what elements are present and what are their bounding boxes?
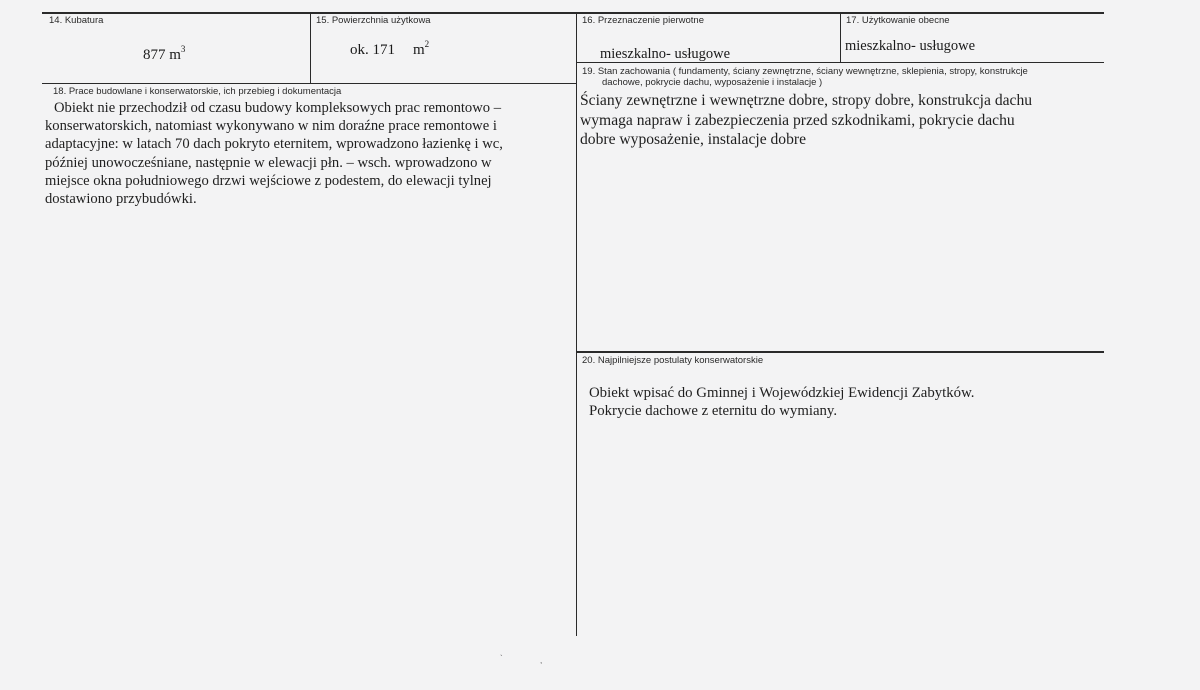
field-15-unit: m — [413, 42, 425, 58]
main-vertical-divider — [576, 12, 577, 636]
field-16-value: mieszkalno- usługowe — [600, 46, 731, 62]
field-19-line: dobre wyposażenie, instalacje dobre — [580, 131, 807, 149]
field-20-line: Pokrycie dachowe z eternitu do wymiany. — [589, 403, 838, 419]
scan-speck: , — [540, 656, 543, 665]
field-20-line: Obiekt wpisać do Gminnej i Wojewódzkiej Ewidencji Zabytków. — [589, 385, 975, 401]
field-18-line: Obiekt nie przechodził od czasu budowy kompleksowych prac remontowo – — [54, 100, 502, 116]
section-20-divider — [576, 351, 1104, 353]
field-20-text — [589, 384, 975, 420]
field-16-label: 16. Przeznaczenie pierwotne — [582, 15, 704, 26]
field-19-line: Ściany zewnętrzne i wewnętrzne dobre, stropy dobre, konstrukcja dachu — [580, 92, 1033, 109]
field-18-label: 18. Prace budowlane i konserwatorskie, ich przebieg i dokumentacja — [53, 86, 342, 97]
row-divider-left — [42, 83, 576, 84]
field-19-label: 19. Stan zachowania ( fundamenty, ściany zewnętrzne, ściany wewnętrzne, sklepienia, stropy, konstrukcje — [582, 66, 1028, 77]
field-19-line: wymaga napraw i zabezpieczenia przed szkodnikami, pokrycie dachu — [580, 111, 1015, 129]
field-18-line: dostawiono przybudówki. — [45, 191, 197, 208]
field-18-line: miejsce okna południowego drzwi wejściowe z podestem, do elewacji tylnej — [45, 172, 492, 189]
field-19-text — [580, 91, 1032, 150]
field-17-value: mieszkalno- usługowe — [845, 38, 976, 54]
field-15-exponent: 2 — [424, 39, 430, 49]
field-14-label: 14. Kubatura — [49, 15, 104, 26]
field-18-text — [45, 99, 503, 208]
field-18-line: później unowocześniane, następnie w elewacji płn. – wsch. wprowadzono w — [45, 154, 492, 171]
field-15-label: 15. Powierzchnia użytkowa — [316, 15, 431, 26]
field-15-value — [350, 39, 430, 59]
field-19-label-continued: dachowe, pokrycie dachu, wyposażenie i instalacje ) — [602, 77, 823, 88]
field-18-line: konserwatorskich, natomiast wykonywano w nim doraźne prace remontowe i — [45, 118, 497, 135]
field-15-number: ok. 171 — [350, 42, 395, 58]
field-17-label: 17. Użytkowanie obecne — [846, 15, 950, 26]
divider-14-15 — [310, 12, 311, 84]
field-20-label: 20. Najpilniejsze postulaty konserwatorskie — [582, 355, 764, 366]
field-14-number: 877 m — [143, 47, 181, 63]
field-14-value — [143, 44, 186, 64]
field-18-line: adaptacyjne: w latach 70 dach pokryto eternitem, wprowadzono łazienkę i wc, — [45, 136, 503, 153]
top-rule — [42, 12, 1104, 14]
scan-speck: ` — [500, 654, 503, 663]
field-14-exponent: 3 — [180, 44, 186, 54]
divider-16-17 — [840, 12, 841, 63]
